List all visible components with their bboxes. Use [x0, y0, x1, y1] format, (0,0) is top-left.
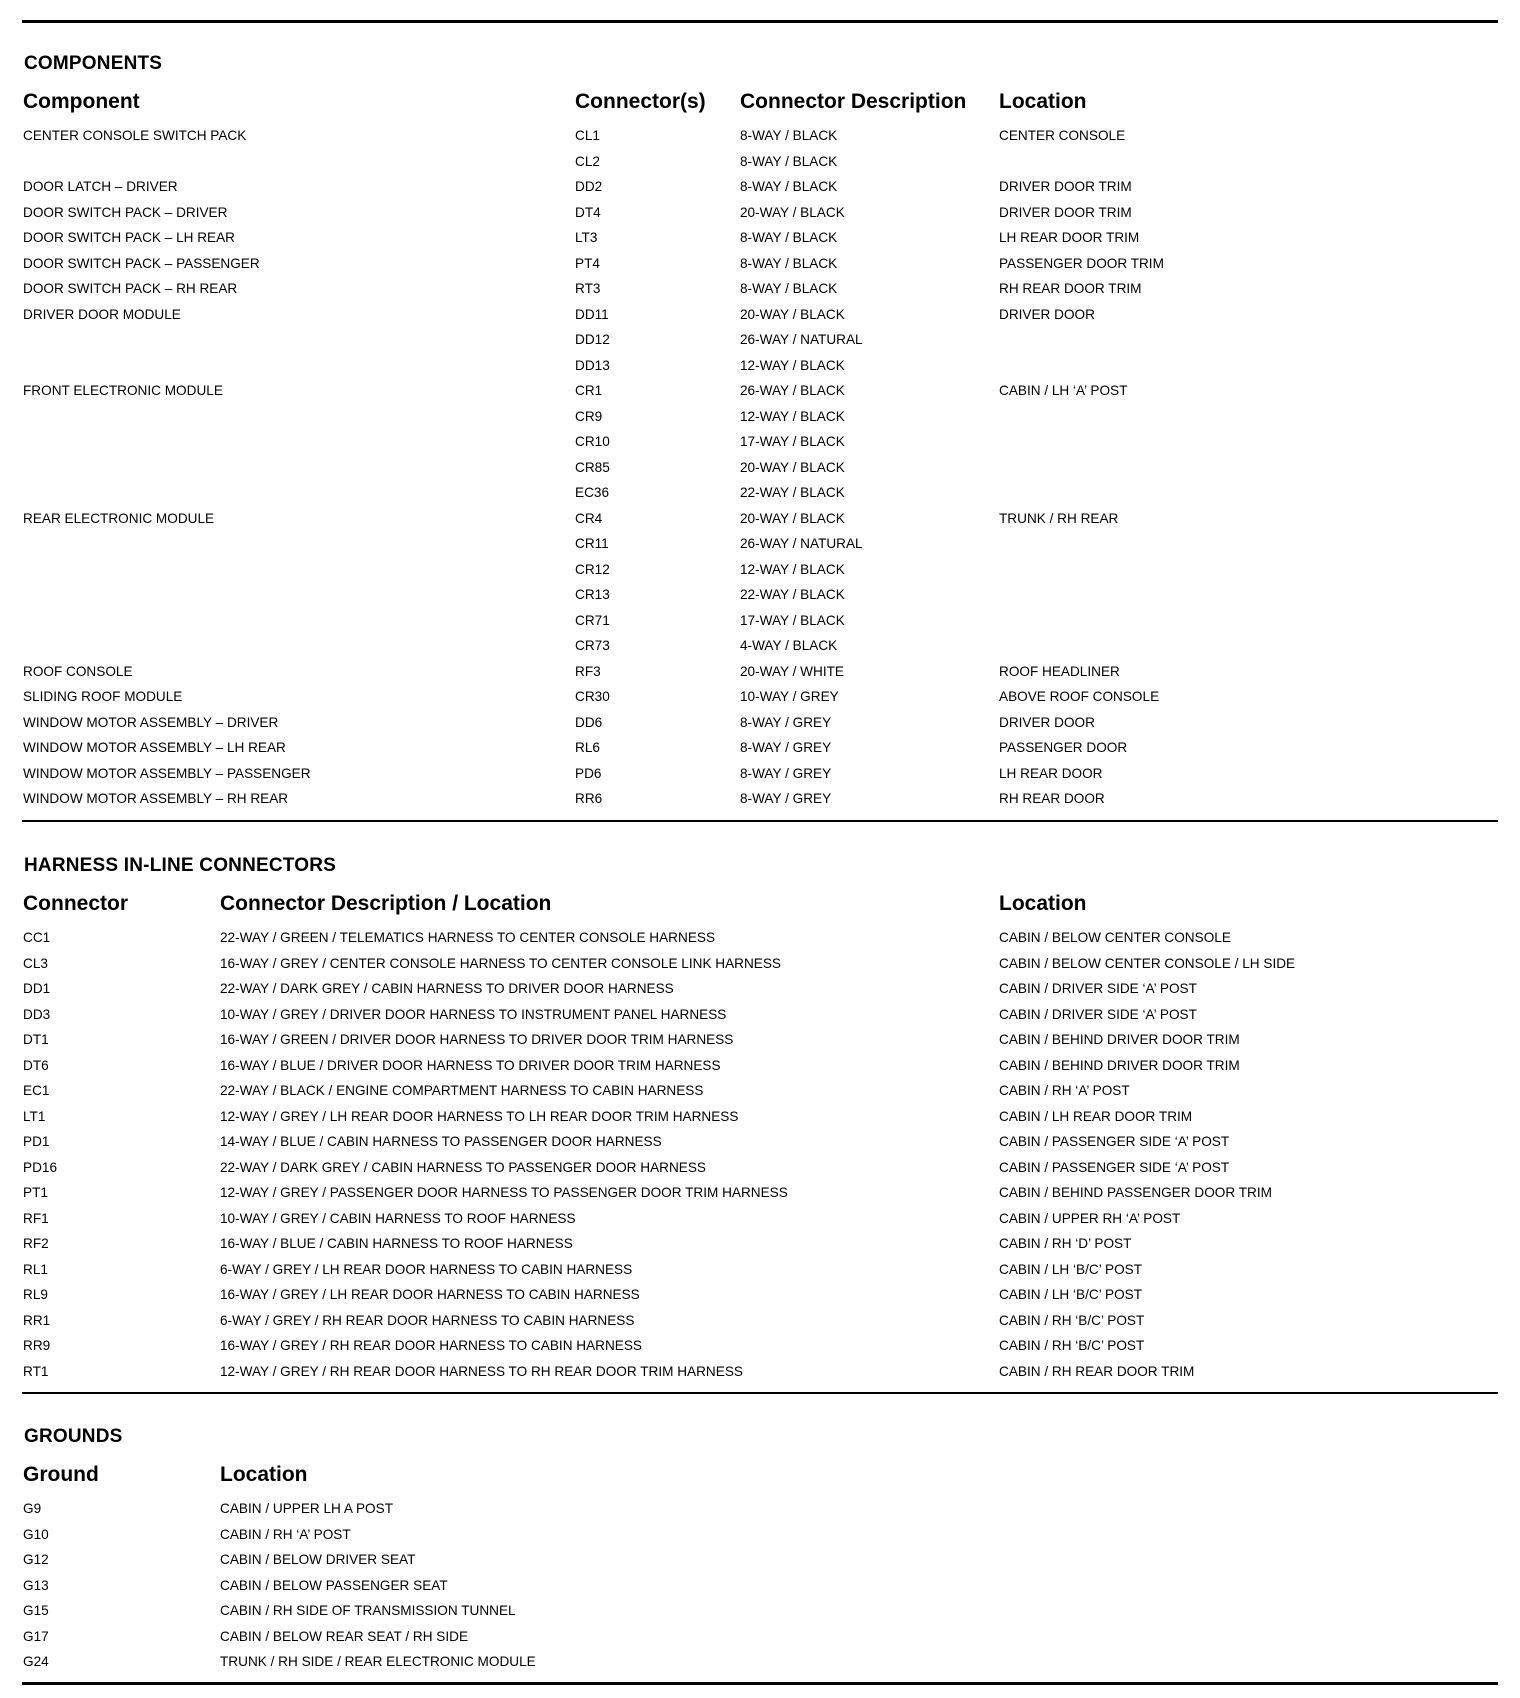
- connector-id: CR73: [575, 638, 610, 653]
- component-location: PASSENGER DOOR: [999, 740, 1128, 755]
- harness-location: CABIN / RH ‘B/C’ POST: [999, 1338, 1145, 1353]
- ground-row: [22, 1551, 1498, 1577]
- connector-description: 22-WAY / BLACK: [740, 587, 845, 602]
- harness-description: 22-WAY / DARK GREY / CABIN HARNESS TO DRIVER DOOR HARNESS: [220, 981, 674, 996]
- harness-row: [22, 929, 1498, 955]
- connector-description: 4-WAY / BLACK: [740, 638, 838, 653]
- harness-connector-id: PD1: [23, 1134, 50, 1149]
- connector-id: CR10: [575, 434, 610, 449]
- component-name: WINDOW MOTOR ASSEMBLY – PASSENGER: [23, 765, 311, 781]
- connector-id: DD12: [575, 332, 610, 347]
- component-row: [22, 459, 1498, 485]
- component-row: [22, 280, 1498, 306]
- components-header-connectors: Connector(s): [575, 90, 706, 113]
- connector-id: CR13: [575, 587, 610, 602]
- top-rule: [22, 20, 1498, 23]
- connector-id: CR71: [575, 612, 610, 628]
- connector-description: 8-WAY / BLACK: [740, 153, 838, 169]
- harness-connector-id: RT1: [23, 1363, 49, 1379]
- harness-connector-id: RR1: [23, 1312, 51, 1328]
- connector-description: 8-WAY / GREY: [740, 740, 832, 755]
- connector-description: 8-WAY / BLACK: [740, 128, 838, 143]
- harness-location: CABIN / PASSENGER SIDE ‘A’ POST: [999, 1134, 1230, 1149]
- bottom-rule: [22, 1682, 1498, 1685]
- harness-row: [22, 980, 1498, 1006]
- harness-description: 16-WAY / BLUE / DRIVER DOOR HARNESS TO DRIVER DOOR TRIM HARNESS: [220, 1057, 721, 1073]
- connector-id: CL1: [575, 128, 600, 143]
- ground-id: G12: [23, 1552, 49, 1567]
- connector-id: RT3: [575, 281, 601, 296]
- components-header-component: Component: [23, 90, 140, 113]
- components-header-description: Connector Description: [740, 90, 967, 113]
- harness-location: CABIN / BELOW CENTER CONSOLE: [999, 930, 1231, 945]
- connector-description: 10-WAY / GREY: [740, 689, 839, 704]
- connector-description: 22-WAY / BLACK: [740, 485, 845, 500]
- harness-connector-id: PT1: [23, 1185, 48, 1200]
- ground-id: G24: [23, 1654, 49, 1669]
- harness-title: HARNESS IN-LINE CONNECTORS: [24, 855, 337, 876]
- component-location: CABIN / LH ‘A’ POST: [999, 383, 1128, 398]
- component-location: RH REAR DOOR: [999, 791, 1105, 806]
- component-name: DOOR SWITCH PACK – PASSENGER: [23, 255, 260, 271]
- harness-table: [22, 929, 1498, 1388]
- harness-connector-id: CC1: [23, 930, 51, 945]
- harness-header-connector: Connector: [23, 892, 128, 915]
- grounds-table: [22, 1500, 1498, 1679]
- component-row: [22, 408, 1498, 434]
- harness-row: [22, 1286, 1498, 1312]
- ground-id: G15: [23, 1603, 49, 1618]
- harness-row: [22, 1133, 1498, 1159]
- harness-location: CABIN / BEHIND DRIVER DOOR TRIM: [999, 1057, 1240, 1073]
- connector-id: DD11: [575, 306, 609, 322]
- ground-row: [22, 1500, 1498, 1526]
- harness-connector-id: RL9: [23, 1287, 48, 1302]
- connector-id: PT4: [575, 255, 600, 271]
- connector-id: CR9: [575, 408, 603, 424]
- connector-id: DD2: [575, 179, 603, 194]
- harness-location: CABIN / RH ‘B/C’ POST: [999, 1312, 1145, 1328]
- connector-id: RL6: [575, 740, 600, 755]
- harness-location: CABIN / DRIVER SIDE ‘A’ POST: [999, 981, 1197, 996]
- component-row: [22, 331, 1498, 357]
- component-row: [22, 765, 1498, 791]
- component-row: [22, 255, 1498, 281]
- harness-description: 6-WAY / GREY / LH REAR DOOR HARNESS TO CABIN HARNESS: [220, 1261, 633, 1277]
- harness-location: CABIN / DRIVER SIDE ‘A’ POST: [999, 1006, 1197, 1022]
- harness-row: [22, 1006, 1498, 1032]
- connector-description: 8-WAY / GREY: [740, 791, 832, 806]
- harness-connector-id: DD3: [23, 1006, 51, 1022]
- ground-location: CABIN / RH ‘A’ POST: [220, 1526, 351, 1542]
- harness-description: 22-WAY / GREEN / TELEMATICS HARNESS TO CENTER CONSOLE HARNESS: [220, 930, 716, 945]
- components-bottom-rule: [22, 820, 1498, 822]
- grounds-header-ground: Ground: [23, 1463, 99, 1486]
- connector-description: 26-WAY / NATURAL: [740, 332, 863, 347]
- ground-row: [22, 1628, 1498, 1654]
- harness-row: [22, 1031, 1498, 1057]
- ground-id: G10: [23, 1526, 49, 1542]
- harness-description: 16-WAY / BLUE / CABIN HARNESS TO ROOF HARNESS: [220, 1236, 573, 1251]
- harness-connector-id: DT6: [23, 1057, 49, 1073]
- component-row: [22, 153, 1498, 179]
- harness-location: CABIN / PASSENGER SIDE ‘A’ POST: [999, 1159, 1230, 1175]
- connector-id: CR4: [575, 510, 603, 526]
- grounds-title: GROUNDS: [24, 1426, 123, 1447]
- connector-description: 20-WAY / WHITE: [740, 663, 844, 679]
- connector-description: 12-WAY / BLACK: [740, 561, 845, 577]
- connector-description: 20-WAY / BLACK: [740, 459, 845, 475]
- harness-row: [22, 1363, 1498, 1389]
- harness-connector-id: PD16: [23, 1159, 58, 1175]
- harness-connector-id: LT1: [23, 1108, 46, 1124]
- harness-connector-id: RF2: [23, 1236, 49, 1251]
- harness-location: CABIN / LH ‘B/C’ POST: [999, 1287, 1143, 1302]
- component-location: RH REAR DOOR TRIM: [999, 281, 1142, 296]
- harness-location: CABIN / BELOW CENTER CONSOLE / LH SIDE: [999, 955, 1296, 971]
- component-row: [22, 178, 1498, 204]
- component-row: [22, 204, 1498, 230]
- component-row: [22, 739, 1498, 765]
- harness-description: 12-WAY / GREY / LH REAR DOOR HARNESS TO LH REAR DOOR TRIM HARNESS: [220, 1108, 739, 1124]
- connector-description: 12-WAY / BLACK: [740, 357, 845, 373]
- harness-description: 12-WAY / GREY / PASSENGER DOOR HARNESS TO PASSENGER DOOR TRIM HARNESS: [220, 1185, 788, 1200]
- ground-row: [22, 1577, 1498, 1603]
- component-location: DRIVER DOOR: [999, 306, 1095, 322]
- connector-id: CR1: [575, 383, 603, 398]
- harness-row: [22, 1184, 1498, 1210]
- harness-description: 10-WAY / GREY / DRIVER DOOR HARNESS TO INSTRUMENT PANEL HARNESS: [220, 1006, 727, 1022]
- connector-description: 8-WAY / BLACK: [740, 255, 838, 271]
- harness-row: [22, 1261, 1498, 1287]
- connector-id: CR30: [575, 689, 610, 704]
- harness-location: CABIN / RH ‘A’ POST: [999, 1083, 1130, 1098]
- harness-connector-id: RR9: [23, 1338, 51, 1353]
- connector-description: 20-WAY / BLACK: [740, 306, 845, 322]
- ground-location: CABIN / BELOW PASSENGER SEAT: [220, 1577, 448, 1593]
- component-row: [22, 714, 1498, 740]
- component-row: [22, 790, 1498, 816]
- connector-id: LT3: [575, 230, 598, 245]
- connector-description: 17-WAY / BLACK: [740, 434, 845, 449]
- harness-connector-id: CL3: [23, 955, 48, 971]
- harness-location: CABIN / LH ‘B/C’ POST: [999, 1261, 1143, 1277]
- ground-location: CABIN / BELOW DRIVER SEAT: [220, 1552, 416, 1567]
- component-name: REAR ELECTRONIC MODULE: [23, 510, 215, 526]
- component-row: [22, 382, 1498, 408]
- connector-description: 8-WAY / GREY: [740, 765, 832, 781]
- connector-description: 20-WAY / BLACK: [740, 510, 845, 526]
- ground-id: G13: [23, 1577, 49, 1593]
- harness-description: 16-WAY / GREY / LH REAR DOOR HARNESS TO CABIN HARNESS: [220, 1287, 640, 1302]
- component-location: ROOF HEADLINER: [999, 663, 1120, 679]
- component-location: DRIVER DOOR TRIM: [999, 179, 1132, 194]
- harness-header-location: Location: [999, 892, 1087, 915]
- connector-id: DD6: [575, 714, 603, 730]
- harness-location: CABIN / BEHIND PASSENGER DOOR TRIM: [999, 1185, 1272, 1200]
- ground-row: [22, 1653, 1498, 1679]
- harness-row: [22, 1210, 1498, 1236]
- component-location: LH REAR DOOR TRIM: [999, 230, 1140, 245]
- component-row: [22, 484, 1498, 510]
- harness-description: 16-WAY / GREY / CENTER CONSOLE HARNESS TO CENTER CONSOLE LINK HARNESS: [220, 955, 781, 971]
- harness-description: 16-WAY / GREEN / DRIVER DOOR HARNESS TO DRIVER DOOR TRIM HARNESS: [220, 1032, 734, 1047]
- harness-row: [22, 955, 1498, 981]
- harness-description: 10-WAY / GREY / CABIN HARNESS TO ROOF HARNESS: [220, 1210, 576, 1226]
- component-row: [22, 510, 1498, 536]
- ground-location: CABIN / UPPER LH A POST: [220, 1501, 393, 1516]
- component-name: CENTER CONSOLE SWITCH PACK: [23, 128, 247, 143]
- component-name: FRONT ELECTRONIC MODULE: [23, 383, 223, 398]
- connector-id: CR12: [575, 561, 610, 577]
- harness-row: [22, 1057, 1498, 1083]
- harness-location: CABIN / RH REAR DOOR TRIM: [999, 1363, 1195, 1379]
- component-location: ABOVE ROOF CONSOLE: [999, 689, 1160, 704]
- connector-id: EC36: [575, 485, 610, 500]
- harness-description: 12-WAY / GREY / RH REAR DOOR HARNESS TO RH REAR DOOR TRIM HARNESS: [220, 1363, 743, 1379]
- components-table: [22, 127, 1498, 816]
- component-name: DRIVER DOOR MODULE: [23, 306, 181, 322]
- component-location: PASSENGER DOOR TRIM: [999, 255, 1164, 271]
- ground-id: G17: [23, 1628, 49, 1644]
- connector-id: CR85: [575, 459, 610, 475]
- component-location: TRUNK / RH REAR: [999, 510, 1119, 526]
- component-name: DOOR SWITCH PACK – RH REAR: [23, 281, 238, 296]
- component-row: [22, 357, 1498, 383]
- component-name: DOOR LATCH – DRIVER: [23, 179, 178, 194]
- harness-bottom-rule: [22, 1392, 1498, 1394]
- grounds-header-location: Location: [220, 1463, 308, 1486]
- harness-row: [22, 1082, 1498, 1108]
- component-row: [22, 663, 1498, 689]
- component-row: [22, 688, 1498, 714]
- connector-id: PD6: [575, 765, 602, 781]
- ground-location: TRUNK / RH SIDE / REAR ELECTRONIC MODULE: [220, 1654, 536, 1669]
- component-row: [22, 535, 1498, 561]
- component-row: [22, 561, 1498, 587]
- connector-id: DT4: [575, 204, 601, 220]
- connector-description: 8-WAY / BLACK: [740, 179, 838, 194]
- components-title: COMPONENTS: [24, 53, 163, 74]
- component-row: [22, 586, 1498, 612]
- harness-connector-id: RF1: [23, 1210, 49, 1226]
- harness-row: [22, 1235, 1498, 1261]
- harness-location: CABIN / UPPER RH ‘A’ POST: [999, 1210, 1181, 1226]
- harness-location: CABIN / LH REAR DOOR TRIM: [999, 1108, 1193, 1124]
- ground-row: [22, 1602, 1498, 1628]
- component-row: [22, 637, 1498, 663]
- connector-description: 17-WAY / BLACK: [740, 612, 845, 628]
- connector-description: 8-WAY / BLACK: [740, 281, 838, 296]
- ground-location: CABIN / RH SIDE OF TRANSMISSION TUNNEL: [220, 1603, 516, 1618]
- harness-connector-id: RL1: [23, 1261, 48, 1277]
- connector-description: 8-WAY / BLACK: [740, 230, 838, 245]
- connector-description: 20-WAY / BLACK: [740, 204, 845, 220]
- connector-description: 26-WAY / BLACK: [740, 383, 845, 398]
- component-location: DRIVER DOOR: [999, 714, 1095, 730]
- connector-id: CL2: [575, 153, 600, 169]
- components-header-location: Location: [999, 90, 1087, 113]
- harness-row: [22, 1337, 1498, 1363]
- harness-description: 6-WAY / GREY / RH REAR DOOR HARNESS TO CABIN HARNESS: [220, 1312, 635, 1328]
- ground-id: G9: [23, 1501, 42, 1516]
- harness-connector-id: EC1: [23, 1083, 50, 1098]
- component-name: WINDOW MOTOR ASSEMBLY – LH REAR: [23, 740, 286, 755]
- harness-row: [22, 1159, 1498, 1185]
- harness-description: 22-WAY / BLACK / ENGINE COMPARTMENT HARNESS TO CABIN HARNESS: [220, 1083, 704, 1098]
- component-name: SLIDING ROOF MODULE: [23, 689, 183, 704]
- component-name: DOOR SWITCH PACK – DRIVER: [23, 204, 228, 220]
- component-name: WINDOW MOTOR ASSEMBLY – DRIVER: [23, 714, 279, 730]
- ground-row: [22, 1526, 1498, 1552]
- component-name: ROOF CONSOLE: [23, 663, 133, 679]
- component-row: [22, 229, 1498, 255]
- connector-description: 8-WAY / GREY: [740, 714, 832, 730]
- harness-description: 16-WAY / GREY / RH REAR DOOR HARNESS TO CABIN HARNESS: [220, 1338, 643, 1353]
- harness-connector-id: DD1: [23, 981, 51, 996]
- component-row: [22, 127, 1498, 153]
- component-row: [22, 612, 1498, 638]
- connector-description: 26-WAY / NATURAL: [740, 536, 863, 551]
- component-name: WINDOW MOTOR ASSEMBLY – RH REAR: [23, 791, 289, 806]
- harness-connector-id: DT1: [23, 1032, 49, 1047]
- harness-location: CABIN / RH ‘D’ POST: [999, 1236, 1132, 1251]
- connector-id: DD13: [575, 357, 610, 373]
- harness-header-description: Connector Description / Location: [220, 892, 552, 915]
- component-row: [22, 433, 1498, 459]
- connector-id: RR6: [575, 791, 603, 806]
- ground-location: CABIN / BELOW REAR SEAT / RH SIDE: [220, 1628, 469, 1644]
- component-row: [22, 306, 1498, 332]
- component-location: LH REAR DOOR: [999, 765, 1103, 781]
- harness-description: 14-WAY / BLUE / CABIN HARNESS TO PASSENGER DOOR HARNESS: [220, 1134, 662, 1149]
- harness-description: 22-WAY / DARK GREY / CABIN HARNESS TO PASSENGER DOOR HARNESS: [220, 1159, 706, 1175]
- component-name: DOOR SWITCH PACK – LH REAR: [23, 230, 235, 245]
- harness-row: [22, 1108, 1498, 1134]
- connector-id: CR11: [575, 536, 609, 551]
- harness-row: [22, 1312, 1498, 1338]
- connector-description: 12-WAY / BLACK: [740, 408, 845, 424]
- component-location: DRIVER DOOR TRIM: [999, 204, 1132, 220]
- component-location: CENTER CONSOLE: [999, 128, 1126, 143]
- connector-id: RF3: [575, 663, 601, 679]
- harness-location: CABIN / BEHIND DRIVER DOOR TRIM: [999, 1032, 1240, 1047]
